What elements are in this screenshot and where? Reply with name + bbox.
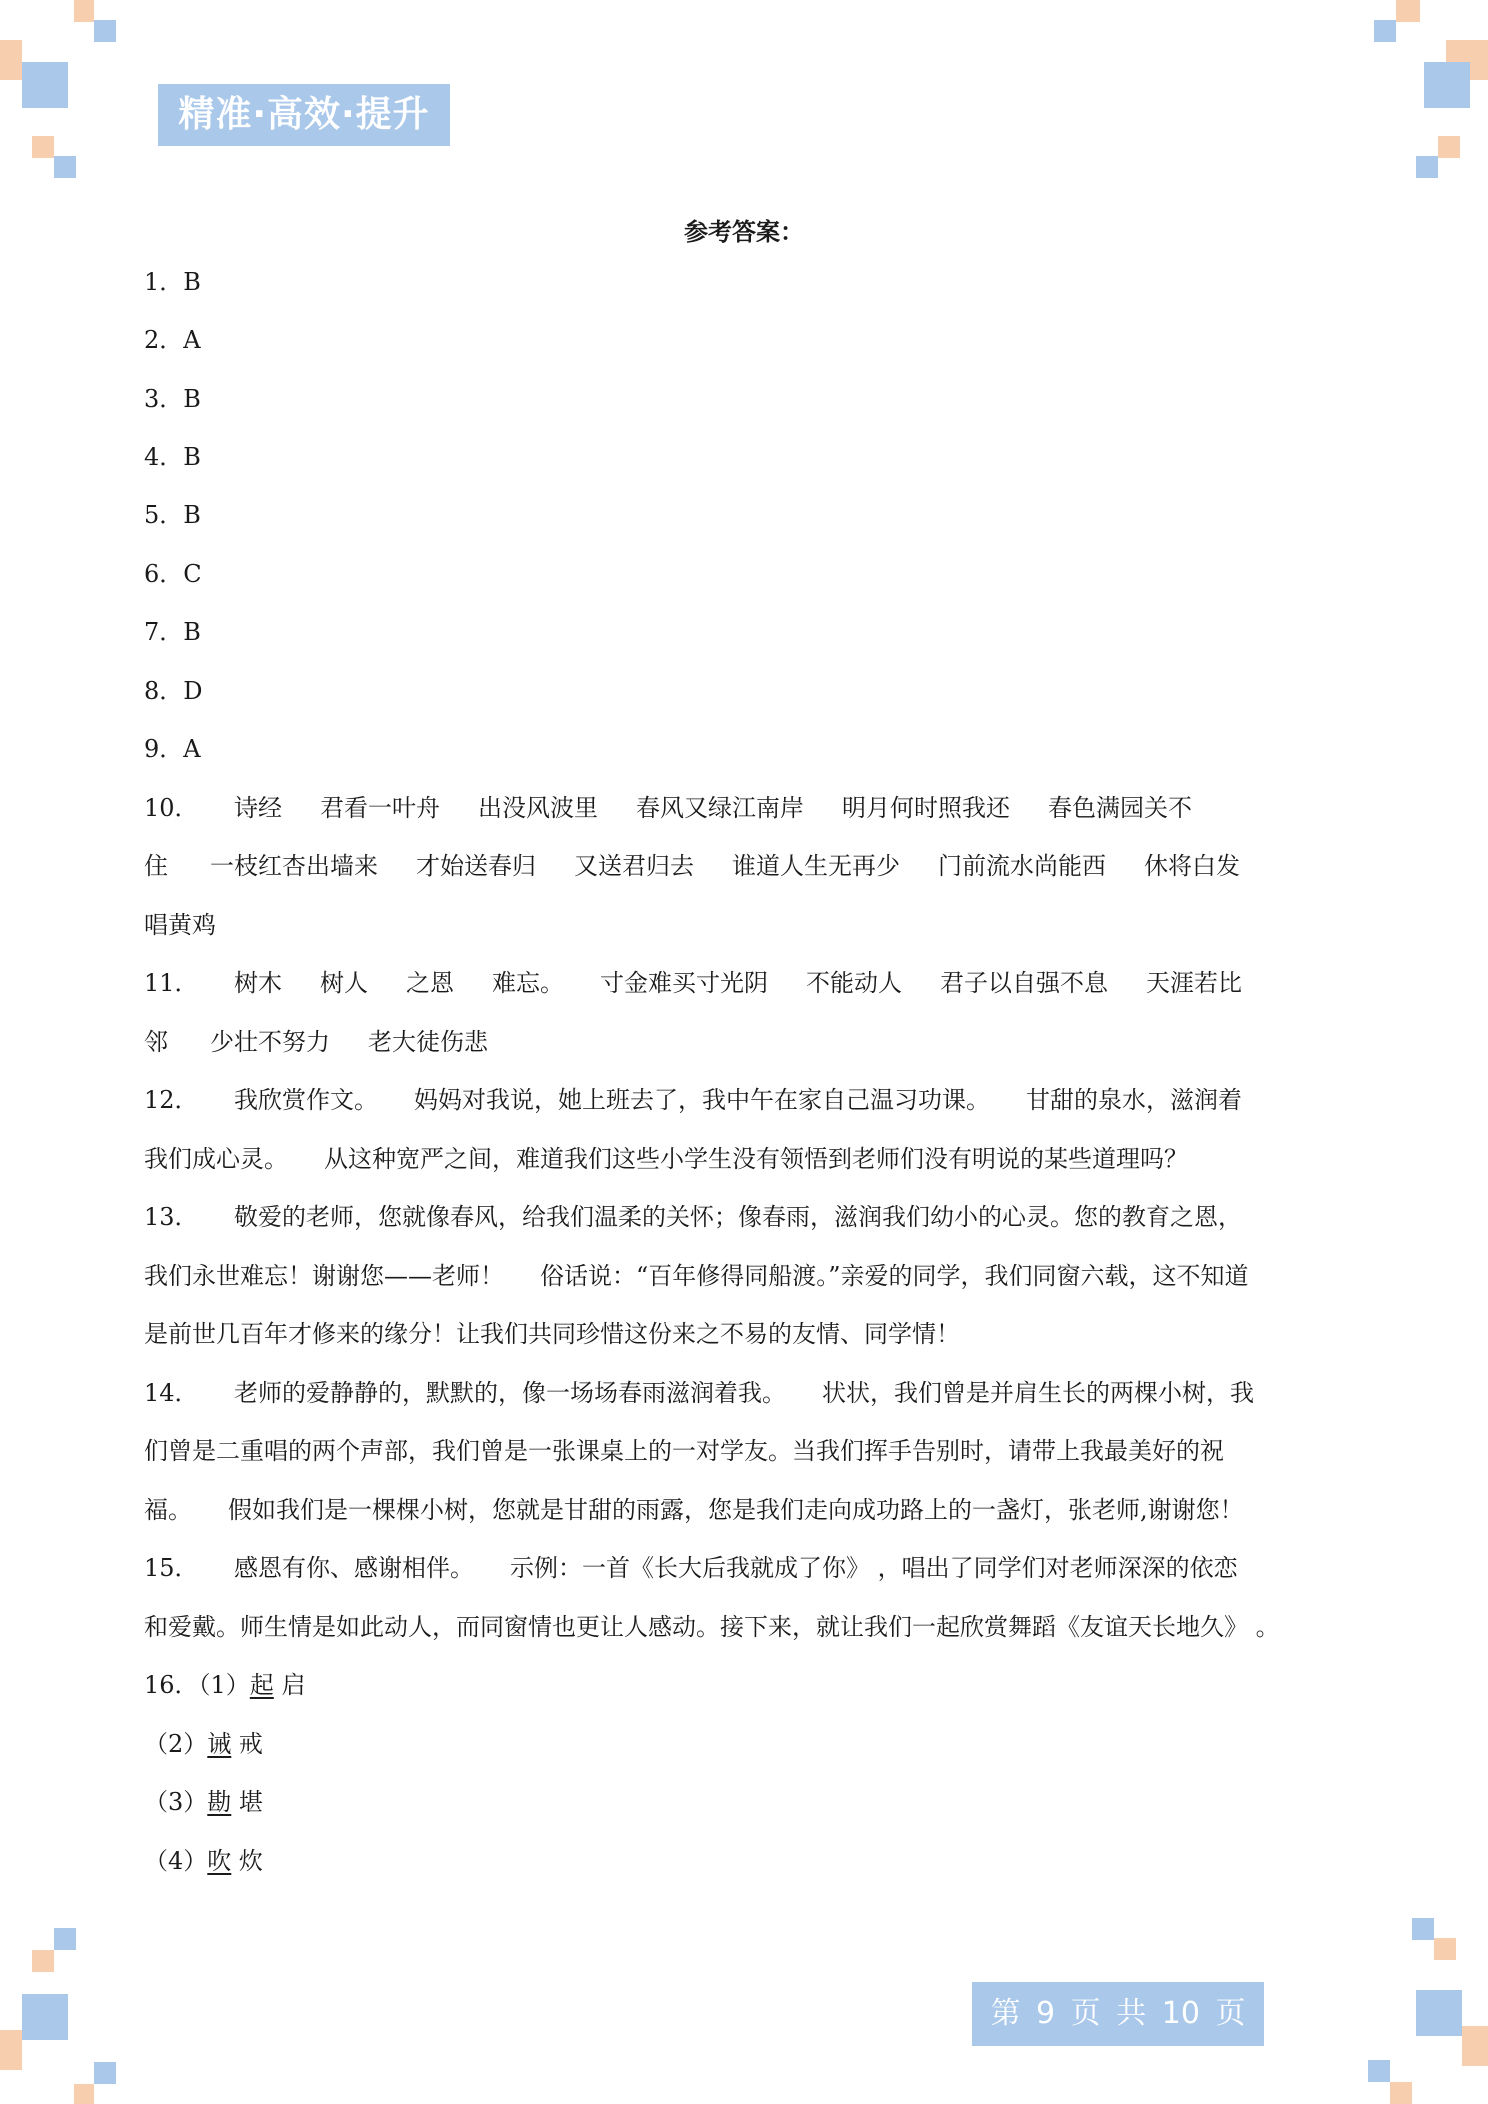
answer-3: 3．B xyxy=(144,385,201,413)
answer-14-line xyxy=(144,1433,1354,1469)
answer-phrase: 感恩有你、感谢相伴。 xyxy=(234,1554,474,1582)
answer-phrase: 老大徒伤悲 xyxy=(368,1028,488,1056)
answer-phrase: 状状，我们曾是并肩生长的两棵小树，我 xyxy=(822,1379,1254,1407)
answer-phrase: 戒 xyxy=(231,1730,263,1758)
answer-phrase: 住 xyxy=(144,852,168,880)
answer-phrase: 唱黄鸡 xyxy=(144,911,216,939)
answer-phrase: 邻 xyxy=(144,1028,168,1056)
brand-banner: 精准·高效·提升 xyxy=(158,84,450,146)
answer-phrase: 是前世几百年才修来的缘分！让我们共同珍惜这份来之不易的友情、同学情！ xyxy=(144,1320,960,1348)
answer-phrase: 难忘。 xyxy=(492,969,564,997)
answer-phrase: 君看一叶舟 xyxy=(320,794,440,822)
answer-12-line xyxy=(144,1141,1354,1177)
underlined-character: 勘 xyxy=(207,1788,232,1816)
underlined-character: 起 xyxy=(249,1671,274,1699)
answer-phrase: 树木 xyxy=(234,969,282,997)
page-title: 参考答案： xyxy=(684,217,804,246)
corner-decor-square xyxy=(1396,0,1420,22)
answer-phrase: 我们成心灵。 xyxy=(144,1145,288,1173)
answer-phrase: 我们永世难忘！谢谢您——老师！ xyxy=(144,1262,504,1290)
answer-phrase: 又送君归去 xyxy=(574,852,694,880)
answer-phrase: 从这种宽严之间，难道我们这些小学生没有领悟到老师们没有明说的某些道理吗？ xyxy=(324,1145,1188,1173)
answer-number: 16．（1） xyxy=(144,1671,250,1699)
answer-number: 10． xyxy=(144,794,199,822)
answer-number: 15． xyxy=(144,1554,199,1582)
answer-phrase: 君子以自强不息 xyxy=(940,969,1108,997)
underlined-character: 诫 xyxy=(207,1730,232,1758)
corner-decor-square xyxy=(0,2030,22,2070)
answer-phrase: 示例：一首《长大后我就成了你》 ，唱出了同学们对老师深深的依恋 xyxy=(510,1554,1238,1582)
answer-7: 7．B xyxy=(144,618,201,646)
corner-decor-square xyxy=(74,2084,94,2104)
answer-phrase: 妈妈对我说，她上班去了，我中午在家自己温习功课。 xyxy=(414,1086,990,1114)
corner-decor-square xyxy=(1462,2026,1488,2066)
page-number-badge: 第 9 页 共 10 页 xyxy=(972,1982,1264,2046)
answer-number: 14． xyxy=(144,1379,199,1407)
answer-9: 9．A xyxy=(144,735,201,763)
answer-phrase: 炊 xyxy=(231,1847,263,1875)
answer-14-line xyxy=(144,1375,1354,1411)
answer-phrase: 门前流水尚能西 xyxy=(938,852,1106,880)
answer-phrase: 敬爱的老师，您就像春风，给我们温柔的关怀；像春雨，滋润我们幼小的心灵。您的教育之恩， xyxy=(234,1203,1242,1231)
answer-1: 1．B xyxy=(144,268,201,296)
answer-12-line xyxy=(144,1082,1354,1118)
answer-number: （2） xyxy=(144,1730,208,1758)
answer-11-line xyxy=(144,965,1354,1001)
corner-decor-square xyxy=(22,62,68,108)
answer-phrase: 我欣赏作文。 xyxy=(234,1086,378,1114)
answer-14-line xyxy=(144,1492,1354,1528)
answer-13-line xyxy=(144,1258,1354,1294)
answer-10-line xyxy=(144,790,1354,826)
corner-decor-square xyxy=(22,1994,68,2040)
corner-decor-square xyxy=(1412,1918,1434,1940)
answer-phrase: 明月何时照我还 xyxy=(842,794,1010,822)
corner-decor-square xyxy=(1368,2060,1390,2082)
corner-decor-square xyxy=(1416,156,1438,178)
answer-15-line xyxy=(144,1609,1354,1645)
corner-decor-square xyxy=(1416,1990,1462,2036)
answer-phrase: 俗话说：“百年修得同船渡。”亲爱的同学，我们同窗六载，这不知道 xyxy=(540,1262,1249,1290)
corner-decor-square xyxy=(94,2062,116,2084)
answer-15-line xyxy=(144,1550,1354,1586)
answer-phrase: 少壮不努力 xyxy=(210,1028,330,1056)
corner-decor-square xyxy=(1390,2082,1412,2104)
answer-8: 8．D xyxy=(144,677,203,705)
answer-phrase: 一枝红杏出墙来 xyxy=(210,852,378,880)
answer-phrase: 谁道人生无再少 xyxy=(732,852,900,880)
answer-2: 2．A xyxy=(144,326,201,354)
answer-16-item xyxy=(144,1726,1354,1762)
answer-10-line xyxy=(144,848,1354,884)
answer-phrase: 堪 xyxy=(231,1788,263,1816)
answer-phrase: 出没风波里 xyxy=(478,794,598,822)
answer-4: 4．B xyxy=(144,443,201,471)
answer-phrase: 老师的爱静静的，默默的，像一场场春雨滋润着我。 xyxy=(234,1379,786,1407)
corner-decor-square xyxy=(32,1950,54,1972)
answer-phrase: 福。 xyxy=(144,1496,192,1524)
answer-phrase: 春风又绿江南岸 xyxy=(636,794,804,822)
answer-phrase: 才始送春归 xyxy=(416,852,536,880)
answer-phrase: 们曾是二重唱的两个声部，我们曾是一张课桌上的一对学友。当我们挥手告别时，请带上我最美好的祝 xyxy=(144,1437,1224,1465)
answer-6: 6．C xyxy=(144,560,202,588)
answer-phrase: 启 xyxy=(273,1671,306,1699)
answer-phrase: 假如我们是一棵棵小树，您就是甘甜的雨露，您是我们走向成功路上的一盏灯，张老师,谢谢您！ xyxy=(228,1496,1244,1524)
corner-decor-square xyxy=(32,136,54,158)
answer-phrase: 寸金难买寸光阴 xyxy=(600,969,768,997)
answer-5: 5．B xyxy=(144,501,201,529)
answer-phrase: 之恩 xyxy=(406,969,454,997)
answer-phrase: 诗经 xyxy=(234,794,282,822)
corner-decor-square xyxy=(74,0,94,22)
answer-phrase: 和爱戴。师生情是如此动人，而同窗情也更让人感动。接下来，就让我们一起欣赏舞蹈《友谊天长地久》 。 xyxy=(144,1613,1280,1641)
answer-phrase: 春色满园关不 xyxy=(1048,794,1192,822)
answer-number: 11． xyxy=(144,969,199,997)
corner-decor-square xyxy=(1434,1938,1456,1960)
answer-13-line xyxy=(144,1199,1354,1235)
answer-number: 12． xyxy=(144,1086,199,1114)
answer-13-line xyxy=(144,1316,1354,1352)
answer-10-line xyxy=(144,907,1354,943)
underlined-character: 吹 xyxy=(207,1847,232,1875)
answer-number: 13． xyxy=(144,1203,199,1231)
corner-decor-square xyxy=(0,40,22,80)
answer-16-item xyxy=(144,1667,1354,1703)
corner-decor-square xyxy=(54,156,76,178)
answer-phrase: 树人 xyxy=(320,969,368,997)
answer-number: （4） xyxy=(144,1847,208,1875)
corner-decor-square xyxy=(54,1928,76,1950)
answer-phrase: 不能动人 xyxy=(806,969,902,997)
answer-phrase: 休将白发 xyxy=(1144,852,1240,880)
corner-decor-square xyxy=(1374,20,1396,42)
answer-number: （3） xyxy=(144,1788,208,1816)
corner-decor-square xyxy=(1424,62,1470,108)
answer-16-item xyxy=(144,1784,1354,1820)
corner-decor-square xyxy=(94,20,116,42)
answer-phrase: 甘甜的泉水，滋润着 xyxy=(1026,1086,1242,1114)
corner-decor-square xyxy=(1438,136,1460,158)
answer-phrase: 天涯若比 xyxy=(1146,969,1242,997)
answer-11-line xyxy=(144,1024,1354,1060)
answer-16-item xyxy=(144,1843,1354,1879)
